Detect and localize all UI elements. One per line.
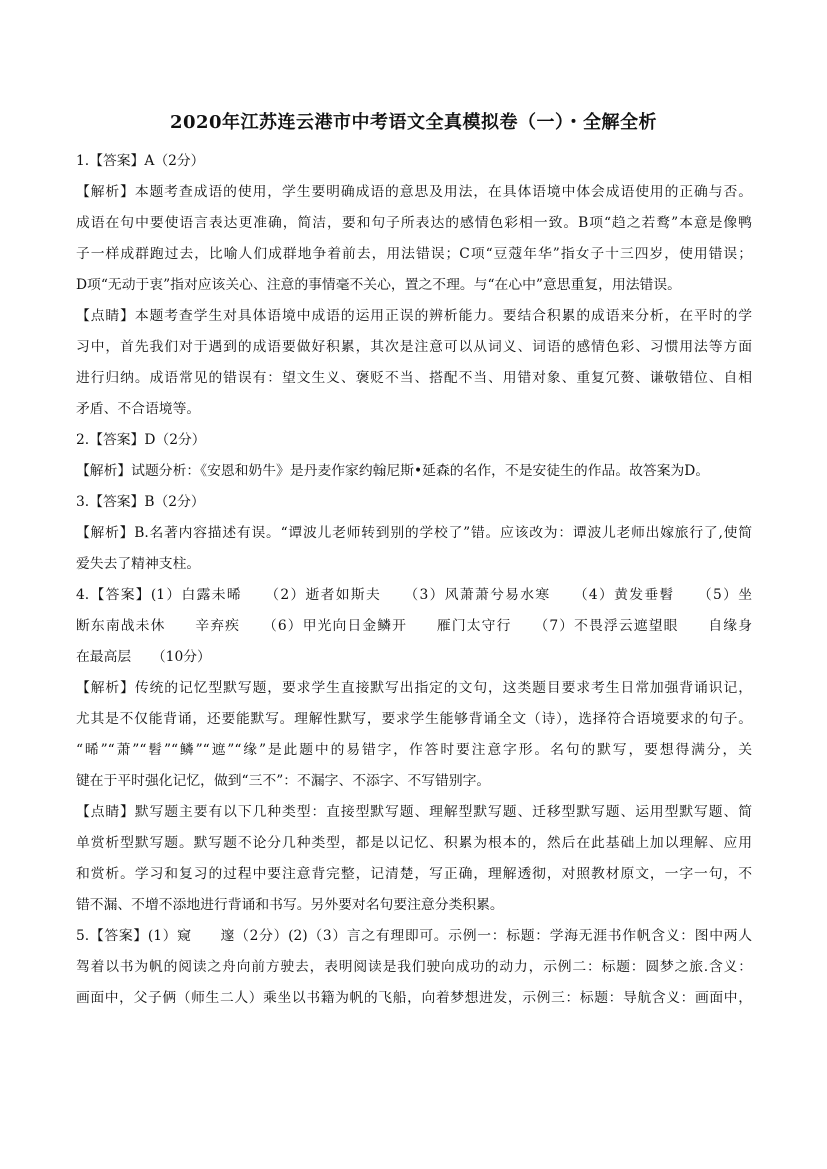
text-line: 进行归纳。成语常见的错误有：望文生义、褒贬不当、搭配不当、用错对象、重复冗赘、谦敬错位、自相 <box>76 370 752 386</box>
answer-3-heading: 3.【答案】B（2分） <box>76 494 205 510</box>
text-line: 驾着以书为帆的阅读之舟向前方驶去，表明阅读是我们驶向成功的动力，示例二：标题：圆梦之旅.含义： <box>76 959 752 975</box>
text-line: D项“无动于衷”指对应该关心、注意的事情毫不关心，置之不理。与“在心中”意思重复，用法错误。 <box>76 277 681 293</box>
text-line: “晞”“萧”“髫”“鳞”“遮”“缘”是此题中的易错字，作答时要注意字形。名句的默写，要想得满分，关 <box>76 742 752 758</box>
text-line: 【解析】B.名著内容描述有误。“谭波儿老师转到别的学校了”错。应该改为：谭波儿老师出嫁旅行了,使简 <box>76 525 752 541</box>
text-line: 成语在句中要使语言表达更准确，简洁，要和句子所表达的感情色彩相一致。B项“趋之若鹜”本意是像鸭 <box>76 215 752 231</box>
text-line: 错不漏、不增不添地进行背诵和书写。另外要对名句要注意分类积累。 <box>76 897 504 913</box>
text-line: 画面中，父子俩（师生二人）乘坐以书籍为帆的飞船，向着梦想进发，示例三：标题：导航含义：画面中， <box>76 990 752 1006</box>
text-line: 爱失去了精神支柱。 <box>76 556 201 572</box>
answer-4-heading: 4.【答案】(1）白露未晞 （2）逝者如斯夫 （3）风萧萧兮易水寒 （4）黄发垂髫 （5）坐 <box>76 587 752 603</box>
text-line: 子一样成群跑过去，比喻人们成群地争着前去，用法错误；C项“豆蔻年华”指女子十三四岁，使用错误； <box>76 246 752 262</box>
text-line: 和赏析。学习和复习的过程中要注意背完整，记清楚，写正确，理解透彻，对照教材原文，一字一句，不 <box>76 866 752 882</box>
answer-5-heading: 5.【答案】(1）窥 邃（2分）(2)（3）言之有理即可。示例一：标题：学海无涯书作帆含义：图中两人 <box>76 928 752 944</box>
text-line: 在最高层 （10分） <box>76 649 211 665</box>
text-line: 矛盾、不合语境等。 <box>76 401 201 417</box>
text-line: 【点睛】默写题主要有以下几种类型：直接型默写题、理解型默写题、迁移型默写题、运用型默写题、简 <box>76 804 752 820</box>
text-line: 【点睛】本题考查学生对具体语境中成语的运用正误的辨析能力。要结合积累的成语来分析，在平时的学 <box>76 308 752 324</box>
text-line: 习中，首先我们对于遇到的成语要做好积累，其次是注意可以从词义、词语的感情色彩、习惯用法等方面 <box>76 339 752 355</box>
text-line: 断东南战未休 辛弃疾 （6）甲光向日金鳞开 雁门太守行 （7）不畏浮云遮望眼 自缘身 <box>76 618 752 634</box>
page-title: 2020年江苏连云港市中考语文全真模拟卷（一）・全解全析 <box>169 112 658 133</box>
text-line: 【解析】试题分析：《安恩和奶牛》是丹麦作家约翰尼斯•延森的名作，不是安徒生的作品。故答案为D。 <box>76 463 710 479</box>
text-line: 键在于平时强化记忆，做到“三不”：不漏字、不添字、不写错别字。 <box>76 773 491 789</box>
answer-1-heading: 1.【答案】A（2分） <box>76 153 205 169</box>
text-line: 单赏析型默写题。默写题不论分几种类型，都是以记忆、积累为根本的，然后在此基础上加以理解、应用 <box>76 835 752 851</box>
answer-2-heading: 2.【答案】D（2分） <box>76 432 206 448</box>
text-line: 【解析】本题考查成语的使用，学生要明确成语的意思及用法，在具体语境中体会成语使用的正确与否。 <box>76 184 752 200</box>
text-line: 尤其是不仅能背诵，还要能默写。理解性默写，要求学生能够背诵全文（诗），选择符合语境要求的句子。 <box>76 711 752 727</box>
text-line: 【解析】传统的记忆型默写题，要求学生直接默写出指定的文句，这类题目要求考生日常加强背诵识记， <box>76 680 752 696</box>
